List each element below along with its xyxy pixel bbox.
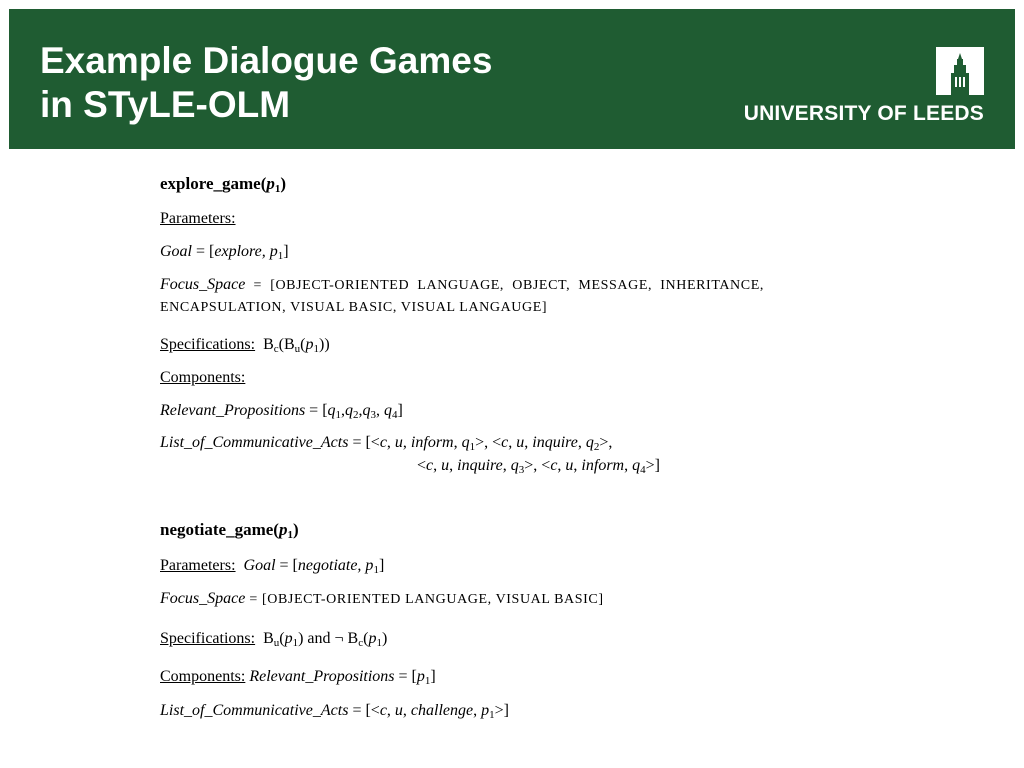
explore-goal-close: ] <box>283 243 289 260</box>
explore-relevant-propositions: Relevant_Propositions = [$q_1,q_2,q_3$, $q_4$] <box>160 402 403 421</box>
explore-goal <box>160 242 289 262</box>
explore-acts-label: List_of_Communicative_Acts <box>160 434 349 451</box>
explore-focus-line-2: ENCAPSULATION, VISUAL BASIC, VISUAL LANGAUGE] <box>160 300 548 315</box>
explore-game-title <box>160 174 286 194</box>
negotiate-components: Components: Relevant_Propositions = $[p_1]$ <box>160 668 436 687</box>
negotiate-parameters: Parameters: Goal = [negotiate, $p_1$] <box>160 557 385 576</box>
explore-goal-sub: 1 <box>277 250 284 262</box>
negotiate-sub: 1 <box>287 529 293 541</box>
negotiate-parameters-label: Parameters: <box>160 557 236 574</box>
negotiate-focus <box>160 589 604 610</box>
university-logo-icon <box>936 47 984 95</box>
university-logo-text: UNIVERSITY OF LEEDS <box>743 102 984 125</box>
explore-goal-eq: = [ <box>192 243 215 260</box>
negotiate-goal-word: negotiate, p <box>297 557 374 574</box>
explore-parameters-label: Parameters: <box>160 210 236 227</box>
negotiate-acts: List_of_Communicative_Acts = [<c, u, challenge, $p_1>$] <box>160 702 509 721</box>
explore-relevant-label: Relevant_Propositions <box>160 402 306 419</box>
explore-acts-line-2: <c, u, inquire, $q_3>$, <c, u, inform, $q_4>$] <box>417 457 660 476</box>
negotiate-acts-label: List_of_Communicative_Acts <box>160 702 349 719</box>
explore-goal-label: Goal <box>160 243 192 260</box>
explore-game-name: explore_game( <box>160 174 267 193</box>
explore-focus-label: Focus_Space <box>160 276 246 293</box>
negotiate-goal-sub: 1 <box>373 564 379 576</box>
explore-p: p <box>266 174 275 193</box>
negotiate-close: ) <box>292 520 299 539</box>
negotiate-focus-value: = [OBJECT-ORIENTED LANGUAGE, VISUAL BASIC] <box>245 592 604 607</box>
header-banner <box>9 9 1015 149</box>
negotiate-relevant-label: Relevant_Propositions <box>249 668 395 685</box>
title-line-1: Example Dialogue Games <box>40 40 493 81</box>
negotiate-p: p <box>278 520 288 539</box>
negotiate-goal-label: Goal <box>243 557 276 574</box>
slide-title <box>40 39 492 127</box>
negotiate-specs-label: Specifications: <box>160 630 256 647</box>
title-line-2: in STyLE-OLM <box>40 84 291 125</box>
explore-sub: 1 <box>274 183 281 195</box>
negotiate-game-title <box>160 520 299 540</box>
negotiate-components-label: Components: <box>160 668 246 685</box>
explore-components-label: Components: <box>160 369 246 386</box>
negotiate-focus-label: Focus_Space <box>160 590 246 607</box>
negotiate-specifications: Specifications: $B_u(p_1)$ and ¬ $B_c(p_1)$ <box>160 630 388 649</box>
explore-specifications: Specifications: $B_c(B_u(p_1))$ <box>160 336 330 355</box>
explore-acts-line-1: List_of_Communicative_Acts = [<c, u, inform, $q_1>$, <c, u, inquire, $q_2>$, <box>160 434 613 453</box>
explore-goal-word: explore, p <box>214 243 278 260</box>
explore-close: ) <box>280 174 287 193</box>
explore-specs-label: Specifications: <box>160 336 256 353</box>
explore-focus-value-1: = [OBJECT-ORIENTED LANGUAGE, OBJECT, MESSAGE, INHERITANCE, <box>245 278 764 293</box>
negotiate-game-name: negotiate_game( <box>160 520 279 539</box>
explore-focus-line-1 <box>160 275 764 296</box>
